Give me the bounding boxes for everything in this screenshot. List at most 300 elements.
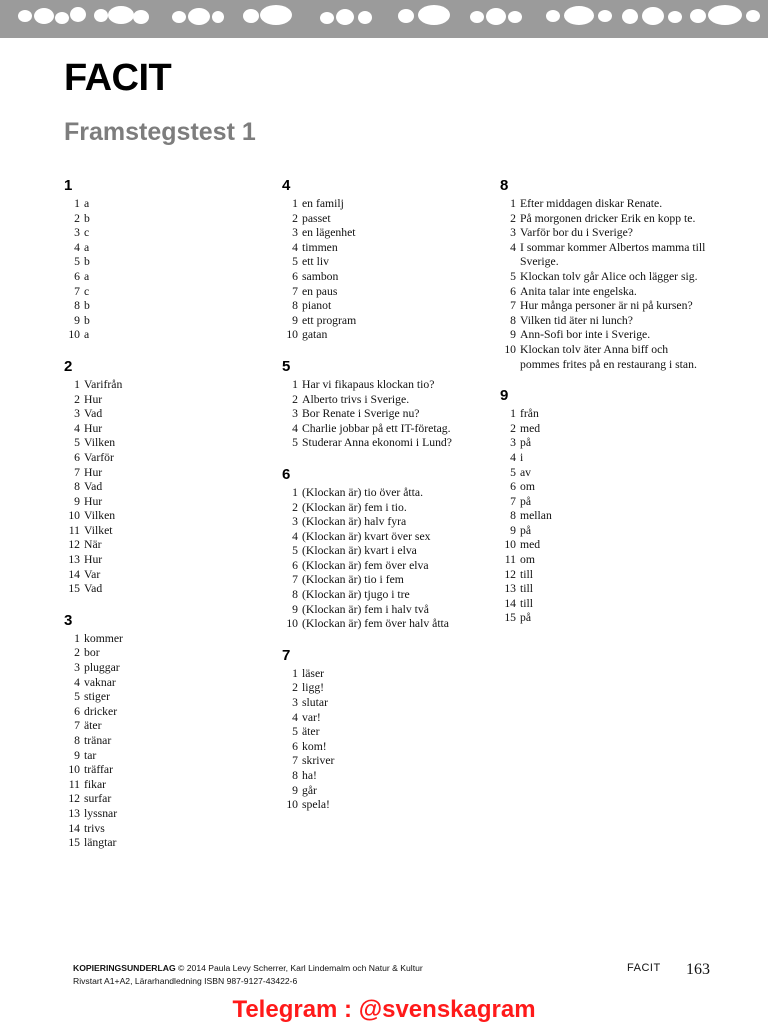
- answer-item: [500, 226, 730, 241]
- answer-number: 7: [292, 284, 298, 298]
- answer-item: [282, 270, 512, 285]
- answer-text: passet: [302, 211, 331, 225]
- answer-number: 5: [292, 255, 298, 269]
- answer-item: [64, 778, 294, 793]
- answer-text: Varför bor du i Sverige?: [520, 226, 633, 240]
- exercise-number: 9: [500, 387, 509, 405]
- answer-text: gatan: [302, 328, 328, 342]
- answer-number: 12: [68, 792, 80, 806]
- answer-item: [282, 436, 512, 451]
- answer-text: surfar: [84, 792, 112, 806]
- answer-item: [500, 524, 730, 539]
- answer-number: 7: [74, 465, 80, 479]
- answer-item: [64, 553, 294, 568]
- answer-text: Varför: [84, 450, 114, 464]
- answer-number: 8: [510, 509, 516, 523]
- answer-item: [64, 285, 294, 300]
- exercise-section: [500, 387, 730, 626]
- pebble-decoration: [690, 9, 706, 23]
- answer-item: [500, 270, 730, 285]
- answer-item: [64, 676, 294, 691]
- answer-number: 2: [74, 211, 80, 225]
- answer-number: 6: [292, 558, 298, 572]
- answer-item: [282, 696, 512, 711]
- answer-item: [64, 270, 294, 285]
- answer-item: [500, 241, 730, 270]
- answer-number: 6: [292, 739, 298, 753]
- answer-item: [282, 407, 512, 422]
- answer-number: 6: [510, 480, 516, 494]
- answer-item: [500, 553, 730, 568]
- answer-number: 13: [68, 806, 80, 820]
- answer-text: tar: [84, 748, 97, 762]
- answer-text: (Klockan är) fem över elva: [302, 558, 429, 572]
- answer-column-1: [64, 177, 294, 866]
- answer-number: 6: [510, 284, 516, 298]
- answer-text: en lägenhet: [302, 226, 356, 240]
- answer-text: a: [84, 328, 90, 342]
- answer-text: pluggar: [84, 661, 120, 675]
- answer-number: 8: [74, 299, 80, 313]
- answer-text: Vilken: [84, 509, 116, 523]
- answer-text: a: [84, 240, 90, 254]
- answer-text: Vilken: [84, 436, 116, 450]
- answer-text: b: [84, 313, 90, 327]
- answer-item: [282, 314, 512, 329]
- answer-number: 14: [68, 567, 80, 581]
- pebble-decoration: [133, 10, 149, 24]
- exercise-number: 1: [64, 177, 73, 194]
- answer-number: 8: [510, 313, 516, 327]
- answer-text: Hur: [84, 465, 103, 479]
- answer-item: [64, 705, 294, 720]
- page-title: FACIT: [64, 57, 172, 99]
- answer-number: 6: [74, 450, 80, 464]
- pebble-decoration: [708, 5, 742, 25]
- answer-item: [282, 740, 512, 755]
- answer-list: [500, 197, 730, 372]
- exercise-section: [64, 612, 294, 851]
- pebble-decoration: [172, 11, 186, 23]
- answer-text: Ann-Sofi bor inte i Sverige.: [520, 328, 651, 342]
- answer-item: [282, 544, 512, 559]
- answer-text: ett program: [302, 313, 357, 327]
- answer-number: 8: [292, 588, 298, 602]
- answer-text: Charlie jobbar på ett IT-företag.: [302, 421, 451, 435]
- answer-number: 4: [292, 710, 298, 724]
- answer-number: 1: [74, 631, 80, 645]
- answer-number: 3: [510, 226, 516, 240]
- answer-item: [282, 422, 512, 437]
- answer-text: träffar: [84, 763, 113, 777]
- answer-text: Hur många personer är ni på kursen?: [520, 299, 693, 313]
- answer-number: 6: [74, 269, 80, 283]
- pebble-decoration: [34, 8, 54, 24]
- answer-item: [64, 226, 294, 241]
- answer-item: [64, 661, 294, 676]
- answer-item: [64, 422, 294, 437]
- pebble-decoration: [642, 7, 664, 25]
- answer-item: [500, 212, 730, 227]
- answer-text: Vad: [84, 582, 103, 596]
- answer-item: [282, 769, 512, 784]
- answer-item: [500, 466, 730, 481]
- answer-text: på: [520, 494, 532, 508]
- exercise-number: 5: [282, 357, 291, 375]
- answer-text: a: [84, 197, 90, 210]
- answer-number: 7: [510, 299, 516, 313]
- answer-number: 5: [74, 436, 80, 450]
- answer-item: [282, 617, 512, 632]
- watermark-text: Telegram : @svenskagram: [232, 996, 536, 1023]
- answer-number: 4: [292, 421, 298, 435]
- answer-item: [500, 495, 730, 510]
- answer-item: [500, 480, 730, 495]
- answer-text: Vilken tid äter ni lunch?: [520, 313, 633, 327]
- answer-item: [282, 530, 512, 545]
- answer-item: [282, 588, 512, 603]
- answer-text: en familj: [302, 197, 344, 210]
- exercise-number: 2: [64, 357, 73, 375]
- answer-text: skriver: [302, 754, 335, 768]
- answer-number: 10: [286, 798, 298, 812]
- answer-text: pianot: [302, 299, 332, 313]
- decorative-header-band: [0, 0, 768, 38]
- answer-item: [282, 241, 512, 256]
- pebble-decoration: [470, 11, 484, 23]
- answer-text: timmen: [302, 240, 338, 254]
- pebble-decoration: [108, 6, 134, 24]
- answer-text: (Klockan är) fem i halv två: [302, 602, 429, 616]
- answer-text: c: [84, 284, 90, 298]
- answer-item: [500, 422, 730, 437]
- answer-text: Var: [84, 567, 101, 581]
- answer-text: till: [520, 596, 533, 610]
- answer-list: [500, 407, 730, 626]
- answer-text: dricker: [84, 704, 118, 718]
- exercise-section: [282, 466, 512, 632]
- footer-isbn: Rivstart A1+A2, Lärarhandledning ISBN 987-9127-43422-6: [73, 976, 298, 986]
- answer-number: 14: [68, 821, 80, 835]
- pebble-decoration: [398, 9, 414, 23]
- answer-text: på: [520, 523, 532, 537]
- answer-number: 4: [510, 240, 516, 254]
- exercise-section: [500, 177, 730, 372]
- answer-item: [282, 573, 512, 588]
- answer-number: 12: [68, 538, 80, 552]
- pebble-decoration: [212, 11, 224, 23]
- answer-text: till: [520, 567, 533, 581]
- answer-number: 11: [68, 523, 80, 537]
- answer-item: [282, 328, 512, 343]
- answer-text: Anita talar inte engelska.: [520, 284, 637, 298]
- answer-item: [282, 393, 512, 408]
- answer-number: 6: [74, 704, 80, 718]
- answer-number: 3: [510, 436, 516, 450]
- answer-item: [282, 501, 512, 516]
- answer-number: 10: [68, 328, 80, 342]
- answer-text: fikar: [84, 777, 107, 791]
- answer-text: (Klockan är) kvart i elva: [302, 544, 417, 558]
- answer-item: [500, 611, 730, 626]
- answer-number: 7: [292, 754, 298, 768]
- answer-number: 4: [292, 240, 298, 254]
- answer-text: (Klockan är) tio i fem: [302, 573, 404, 587]
- answer-column-3: [500, 177, 730, 641]
- answer-text: b: [84, 211, 90, 225]
- answer-item: [500, 538, 730, 553]
- answer-number: 3: [292, 696, 298, 710]
- answer-number: 1: [292, 666, 298, 680]
- answer-text: Hur: [84, 421, 103, 435]
- answer-text: trivs: [84, 821, 105, 835]
- answer-item: [64, 524, 294, 539]
- answer-text: (Klockan är) kvart över sex: [302, 529, 431, 543]
- answer-text: var!: [302, 710, 321, 724]
- answer-number: 5: [74, 690, 80, 704]
- answer-text: När: [84, 538, 102, 552]
- answer-text: går: [302, 783, 317, 797]
- answer-number: 9: [74, 748, 80, 762]
- answer-text: Vad: [84, 407, 103, 421]
- answer-number: 1: [510, 407, 516, 421]
- answer-text: från: [520, 407, 539, 421]
- answer-item: [282, 226, 512, 241]
- answer-number: 9: [510, 328, 516, 342]
- answer-text: på: [520, 436, 532, 450]
- answer-number: 2: [292, 211, 298, 225]
- answer-number: 9: [292, 783, 298, 797]
- answer-number: 2: [292, 500, 298, 514]
- answer-item: [64, 719, 294, 734]
- answer-text: längtar: [84, 836, 117, 850]
- answer-item: [64, 763, 294, 778]
- exercise-number: 3: [64, 611, 73, 629]
- answer-text: en paus: [302, 284, 338, 298]
- answer-number: 9: [510, 523, 516, 537]
- answer-item: [64, 212, 294, 227]
- answer-text: äter: [84, 719, 102, 733]
- answer-number: 5: [292, 436, 298, 450]
- answer-list: [282, 378, 512, 451]
- answer-text: (Klockan är) tio över åtta.: [302, 485, 424, 499]
- answer-item: [500, 285, 730, 300]
- answer-item: [64, 314, 294, 329]
- pebble-decoration: [598, 10, 612, 22]
- answer-item: [64, 632, 294, 647]
- answer-item: [64, 646, 294, 661]
- answer-number: 14: [504, 596, 516, 610]
- exercise-number: 6: [282, 465, 291, 483]
- answer-text: I sommar kommer Albertos mamma till Sverige.: [520, 240, 706, 269]
- pebble-decoration: [336, 9, 354, 25]
- answer-item: [64, 407, 294, 422]
- answer-item: [282, 486, 512, 501]
- answer-number: 10: [286, 328, 298, 342]
- answer-column-2: [282, 177, 512, 828]
- answer-item: [64, 749, 294, 764]
- answer-item: [282, 212, 512, 227]
- answer-item: [282, 754, 512, 769]
- answer-item: [500, 299, 730, 314]
- answer-list: [282, 667, 512, 813]
- answer-number: 4: [292, 529, 298, 543]
- answer-number: 3: [292, 407, 298, 421]
- answer-number: 10: [68, 763, 80, 777]
- answer-number: 2: [74, 392, 80, 406]
- answer-number: 1: [74, 377, 80, 391]
- pebble-decoration: [243, 9, 259, 23]
- answer-item: [64, 255, 294, 270]
- pebble-decoration: [55, 12, 69, 24]
- footer-copyright: © 2014 Paula Levy Scherrer, Karl Lindemalm och Natur & Kultur: [175, 963, 423, 973]
- answer-text: Studerar Anna ekonomi i Lund?: [302, 436, 452, 450]
- answer-text: med: [520, 538, 541, 552]
- answer-number: 3: [292, 226, 298, 240]
- answer-number: 4: [74, 240, 80, 254]
- answer-item: [500, 436, 730, 451]
- answer-text: spela!: [302, 798, 330, 812]
- answer-item: [64, 822, 294, 837]
- footer-section-label: FACIT: [627, 962, 661, 974]
- pebble-decoration: [260, 5, 292, 25]
- answer-text: Vilket: [84, 523, 113, 537]
- answer-text: b: [84, 255, 90, 269]
- answer-number: 7: [74, 719, 80, 733]
- answer-item: [64, 734, 294, 749]
- answer-number: 9: [292, 602, 298, 616]
- answer-item: [64, 495, 294, 510]
- answer-text: om: [520, 553, 535, 567]
- answer-item: [282, 559, 512, 574]
- answer-item: [64, 807, 294, 822]
- answer-item: [282, 725, 512, 740]
- answer-item: [64, 582, 294, 597]
- answer-text: lyssnar: [84, 806, 118, 820]
- answer-number: 2: [510, 421, 516, 435]
- answer-text: sambon: [302, 269, 339, 283]
- answer-number: 3: [292, 515, 298, 529]
- answer-text: av: [520, 465, 532, 479]
- answer-number: 5: [510, 269, 516, 283]
- answer-text: slutar: [302, 696, 328, 710]
- answer-number: 10: [68, 509, 80, 523]
- answer-text: äter: [302, 725, 320, 739]
- answer-number: 5: [292, 725, 298, 739]
- answer-list: [64, 197, 294, 343]
- answer-number: 4: [74, 675, 80, 689]
- answer-text: mellan: [520, 509, 552, 523]
- answer-number: 7: [510, 494, 516, 508]
- answer-item: [64, 480, 294, 495]
- answer-item: [500, 314, 730, 329]
- answer-number: 4: [74, 421, 80, 435]
- answer-text: i: [520, 450, 524, 464]
- answer-text: Klockan tolv går Alice och lägger sig.: [520, 269, 698, 283]
- answer-text: ha!: [302, 769, 317, 782]
- answer-number: 11: [68, 777, 80, 791]
- answer-number: 2: [292, 681, 298, 695]
- answer-item: [64, 836, 294, 851]
- answer-number: 1: [74, 197, 80, 210]
- answer-item: [500, 451, 730, 466]
- answer-number: 9: [292, 313, 298, 327]
- exercise-section: [282, 358, 512, 451]
- answer-item: [282, 681, 512, 696]
- answer-item: [500, 197, 730, 212]
- answer-text: Alberto trivs i Sverige.: [302, 392, 410, 406]
- answer-item: [282, 285, 512, 300]
- answer-number: 4: [510, 450, 516, 464]
- answer-number: 8: [292, 769, 298, 782]
- answer-text: Vad: [84, 480, 103, 494]
- answer-text: b: [84, 299, 90, 313]
- answer-number: 11: [504, 553, 516, 567]
- answer-item: [64, 538, 294, 553]
- answer-text: Hur: [84, 553, 103, 567]
- answer-number: 15: [68, 836, 80, 850]
- answer-number: 8: [292, 299, 298, 313]
- answer-number: 5: [292, 544, 298, 558]
- answer-item: [282, 798, 512, 813]
- answer-number: 2: [292, 392, 298, 406]
- answer-item: [500, 568, 730, 583]
- answer-number: 10: [504, 538, 516, 552]
- answer-number: 10: [504, 342, 516, 356]
- pebble-decoration: [486, 8, 506, 25]
- answer-number: 8: [74, 480, 80, 494]
- answer-number: 8: [74, 734, 80, 747]
- pebble-decoration: [746, 10, 760, 22]
- footer-label: KOPIERINGSUNDERLAG: [73, 963, 176, 973]
- answer-number: 7: [292, 573, 298, 587]
- answer-number: 7: [74, 284, 80, 298]
- answer-item: [64, 690, 294, 705]
- answer-number: 9: [74, 494, 80, 508]
- answer-number: 5: [510, 465, 516, 479]
- answer-item: [64, 197, 294, 212]
- pebble-decoration: [70, 7, 86, 22]
- answer-item: [64, 792, 294, 807]
- answer-item: [282, 255, 512, 270]
- pebble-decoration: [564, 6, 594, 25]
- pebble-decoration: [358, 11, 372, 24]
- exercise-number: 4: [282, 177, 291, 194]
- footer-credits: [73, 962, 423, 988]
- answer-text: kommer: [84, 631, 123, 645]
- answer-item: [500, 343, 730, 372]
- answer-item: [282, 784, 512, 799]
- answer-item: [64, 436, 294, 451]
- answer-list: [282, 486, 512, 632]
- exercise-section: [282, 647, 512, 813]
- answer-number: 2: [74, 646, 80, 660]
- answer-item: [282, 515, 512, 530]
- answer-item: [64, 328, 294, 343]
- answer-list: [282, 197, 512, 343]
- answer-number: 3: [74, 226, 80, 240]
- answer-number: 15: [504, 611, 516, 625]
- answer-item: [282, 667, 512, 682]
- answer-item: [282, 603, 512, 618]
- answer-item: [282, 299, 512, 314]
- answer-item: [500, 597, 730, 612]
- answer-text: ligg!: [302, 681, 325, 695]
- answer-number: 1: [510, 197, 516, 210]
- answer-list: [64, 378, 294, 597]
- pebble-decoration: [668, 11, 682, 23]
- answer-number: 9: [74, 313, 80, 327]
